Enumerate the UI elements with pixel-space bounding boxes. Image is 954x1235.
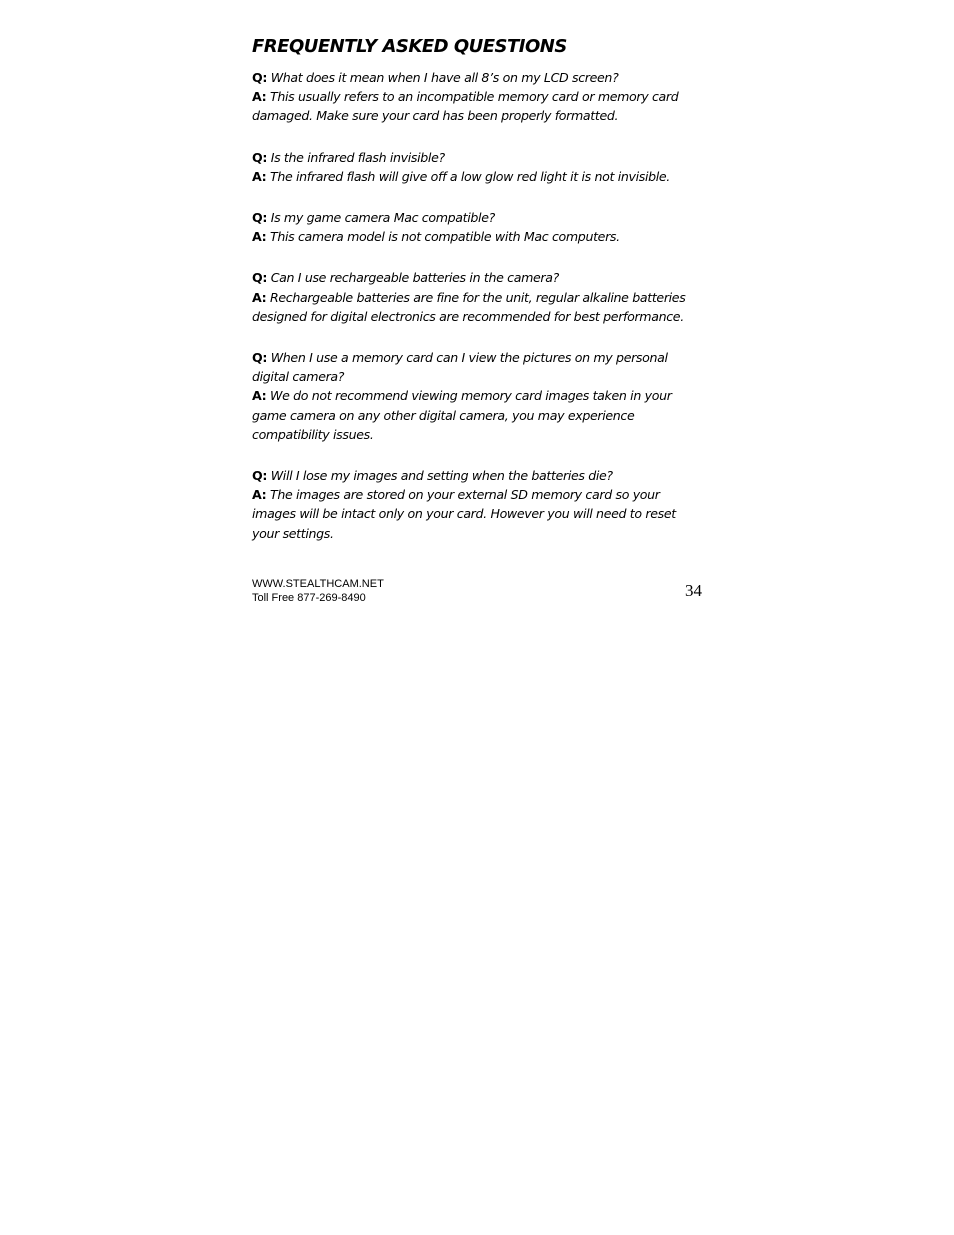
faq-item	[252, 68, 704, 126]
answer-tag: A:	[252, 168, 267, 184]
faq-item	[252, 208, 704, 246]
phone-text: Toll Free 877-269-8490	[252, 591, 366, 604]
answer-text: The images are stored on your external SD memory card so your images will be intact only on your card. However you will need to reset your settings.	[252, 487, 676, 541]
answer-line	[252, 87, 704, 125]
question-tag: Q:	[252, 468, 268, 484]
question-tag: Q:	[252, 149, 268, 165]
faq-item	[252, 348, 704, 444]
answer-text: The infrared flash will give off a low glow red light it is not invisible.	[269, 168, 670, 184]
question-line	[252, 466, 704, 485]
question-line	[252, 348, 704, 386]
question-line	[252, 68, 704, 87]
question-line	[252, 268, 704, 287]
page-footer	[252, 578, 704, 610]
answer-line	[252, 386, 704, 444]
answer-tag: A:	[252, 487, 267, 503]
answer-line	[252, 227, 704, 246]
question-text: What does it mean when I have all 8’s on my LCD screen?	[270, 70, 619, 85]
question-text: Will I lose my images and setting when the batteries die?	[270, 468, 613, 484]
question-text: When I use a memory card can I view the pictures on my personal digital camera?	[252, 350, 668, 385]
answer-text: This camera model is not compatible with Mac computers.	[269, 229, 620, 245]
footer-contact	[252, 578, 384, 605]
question-line	[252, 148, 704, 167]
answer-tag: A:	[252, 388, 267, 404]
faq-item	[252, 268, 704, 326]
answer-line	[252, 167, 704, 186]
faq-item	[252, 148, 704, 186]
answer-text: Rechargeable batteries are fine for the unit, regular alkaline batteries designed for digital electronics are recommended for best performance.	[252, 289, 686, 324]
question-tag: Q:	[252, 210, 268, 226]
question-line	[252, 208, 704, 227]
question-tag: Q:	[252, 270, 268, 286]
question-text: Can I use rechargeable batteries in the camera?	[270, 270, 559, 286]
faq-item	[252, 466, 704, 543]
page-title: FREQUENTLY ASKED QUESTIONS	[252, 36, 567, 57]
answer-line	[252, 485, 704, 543]
question-text: Is my game camera Mac compatible?	[270, 210, 495, 226]
question-tag: Q:	[252, 70, 268, 85]
answer-tag: A:	[252, 289, 267, 305]
answer-tag: A:	[252, 89, 267, 105]
answer-text: This usually refers to an incompatible memory card or memory card damaged. Make sure your card has been properly formatted.	[252, 89, 679, 124]
website-text: WWW.STEALTHCAM.NET	[252, 578, 384, 590]
question-tag: Q:	[252, 350, 268, 366]
answer-tag: A:	[252, 229, 267, 245]
answer-line	[252, 288, 704, 326]
faq-page	[252, 34, 704, 565]
question-text: Is the infrared flash invisible?	[270, 149, 445, 165]
answer-text: We do not recommend viewing memory card images taken in your game camera on any other digital camera, you may experience compatibility issues.	[252, 388, 672, 442]
page-number: 34	[685, 581, 702, 600]
